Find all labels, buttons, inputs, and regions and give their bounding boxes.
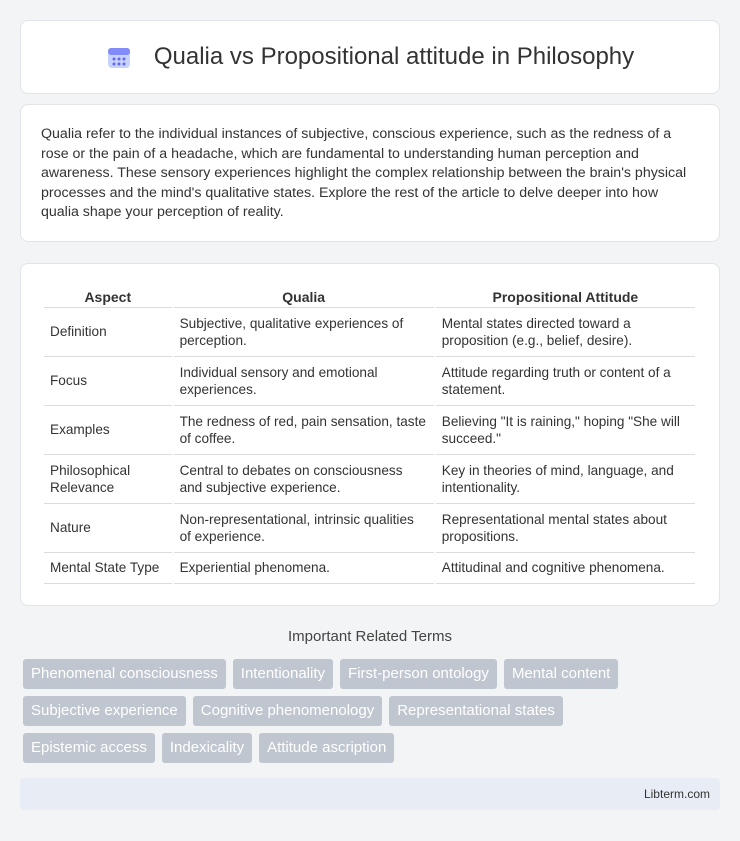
table-cell: The redness of red, pain sensation, taste of coffee.: [174, 406, 434, 455]
table-cell: Key in theories of mind, language, and intentionality.: [436, 455, 695, 504]
table-cell: Philosophical Relevance: [44, 455, 172, 504]
comparison-table: [42, 286, 697, 584]
table-cell: Mental states directed toward a proposition (e.g., belief, desire).: [436, 308, 695, 357]
header-qualia: Qualia: [174, 286, 434, 308]
page-title: Qualia vs Propositional attitude in Philosophy: [153, 43, 635, 70]
header-aspect: Aspect: [44, 286, 172, 308]
tag-row: [23, 733, 723, 763]
table-cell: Attitude regarding truth or content of a statement.: [436, 357, 695, 406]
tag-representational-states[interactable]: Representational states: [389, 696, 563, 726]
tag-cognitive-phenomenology[interactable]: Cognitive phenomenology: [193, 696, 382, 726]
tag-intentionality[interactable]: Intentionality: [233, 659, 333, 689]
tag-indexicality[interactable]: Indexicality: [162, 733, 252, 763]
table-header-row: [44, 286, 695, 308]
table-cell: Non-representational, intrinsic qualities of experience.: [174, 504, 434, 553]
table-row: [44, 308, 695, 357]
calendar-icon: [106, 44, 132, 70]
table-cell: Examples: [44, 406, 172, 455]
footer: [20, 778, 720, 810]
table-cell: Individual sensory and emotional experiences.: [174, 357, 434, 406]
table-cell: Representational mental states about propositions.: [436, 504, 695, 553]
table-cell: Believing "It is raining," hoping "She will succeed.": [436, 406, 695, 455]
footer-site-link[interactable]: Libterm.com: [643, 787, 710, 801]
table-cell: Experiential phenomena.: [174, 553, 434, 584]
table-row: [44, 406, 695, 455]
tag-row: [23, 696, 723, 726]
table-cell: Mental State Type: [44, 553, 172, 584]
table-row: [44, 357, 695, 406]
comparison-table-card: [20, 263, 720, 606]
intro-text: Qualia refer to the individual instances of subjective, conscious experience, such as the redness of a rose or the pain of a headache, which are fundamental to understanding human perception and awareness. These sensory experiences highlight the complex relationship between the brain's physical processes and the mind's qualitative states. Explore the rest of the article to delve deeper into how qualia shape your perception of reality.: [41, 126, 687, 220]
related-terms-list: [23, 659, 723, 770]
table-cell: Subjective, qualitative experiences of perception.: [174, 308, 434, 357]
tag-mental-content[interactable]: Mental content: [504, 659, 618, 689]
related-terms-heading: Important Related Terms: [288, 628, 452, 645]
table-cell: Central to debates on consciousness and subjective experience.: [174, 455, 434, 504]
header-propositional-attitude: Propositional Attitude: [436, 286, 695, 308]
tag-subjective-experience[interactable]: Subjective experience: [23, 696, 186, 726]
table-row: [44, 504, 695, 553]
intro-card: [20, 104, 720, 242]
tag-epistemic-access[interactable]: Epistemic access: [23, 733, 155, 763]
table-row: [44, 553, 695, 584]
table-cell: Attitudinal and cognitive phenomena.: [436, 553, 695, 584]
table-cell: Focus: [44, 357, 172, 406]
tag-row: [23, 659, 723, 689]
table-cell: Nature: [44, 504, 172, 553]
tag-attitude-ascription[interactable]: Attitude ascription: [259, 733, 394, 763]
tag-phenomenal-consciousness[interactable]: Phenomenal consciousness: [23, 659, 226, 689]
table-cell: Definition: [44, 308, 172, 357]
header-card: [20, 20, 720, 94]
tag-first-person-ontology[interactable]: First-person ontology: [340, 659, 497, 689]
table-row: [44, 455, 695, 504]
